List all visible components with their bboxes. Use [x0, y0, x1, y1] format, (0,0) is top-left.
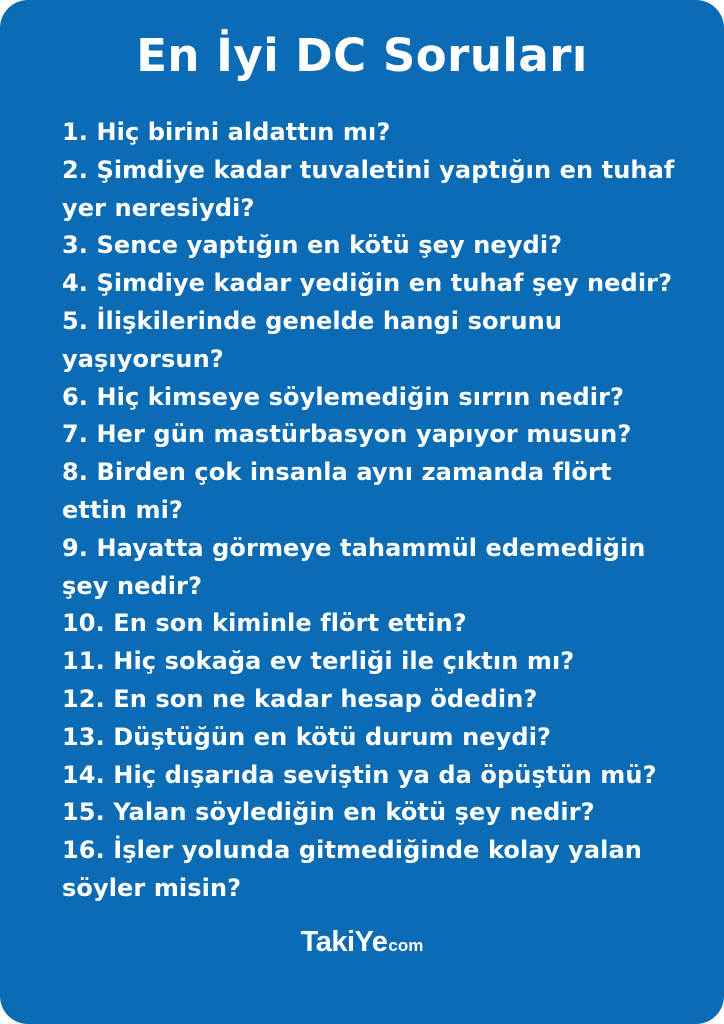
list-item: 5. İlişkilerinde genelde hangi sorunu yaşıyorsun? — [62, 306, 563, 373]
list-item: 8. Birden çok insanla aynı zamanda flört ettin mi? — [62, 458, 612, 524]
list-item: 7. Her gün mastürbasyon yapıyor musun? — [62, 420, 632, 449]
brand-logo-main: TakiYe — [300, 926, 388, 958]
list-item: 3. Sence yaptığın en kötü şey neydi? — [62, 231, 563, 260]
question-list — [0, 114, 724, 908]
page-title: En İyi DC Soruları — [136, 29, 588, 82]
list-item: 12. En son ne kadar hesap ödedin? — [62, 684, 538, 713]
brand-logo-suffix: com — [388, 936, 424, 955]
list-item: 9. Hayatta görmeye tahammül edemediğin şey nedir? — [62, 533, 646, 600]
list-item: 2. Şimdiye kadar tuvaletini yaptığın en tuhaf yer neresiydi? — [62, 155, 675, 222]
brand-logo — [0, 926, 724, 959]
list-item: 6. Hiç kimseye söylemediğin sırrın nedir? — [62, 382, 625, 411]
list-item: 15. Yalan söylediğin en kötü şey nedir? — [62, 798, 595, 827]
list-item: 14. Hiç dışarıda seviştin ya da öpüştün mü? — [62, 760, 657, 789]
list-item: 1. Hiç birini aldattın mı? — [62, 118, 391, 146]
list-item: 10. En son kiminle flört ettin? — [62, 609, 467, 638]
list-item: 11. Hiç sokağa ev terliği ile çıktın mı? — [62, 647, 575, 676]
list-item: 4. Şimdiye kadar yediğin en tuhaf şey nedir? — [62, 269, 673, 298]
list-item: 16. İşler yolunda gitmediğinde kolay yalan söyler misin? — [62, 836, 642, 902]
list-item: 13. Düştüğün en kötü durum neydi? — [62, 722, 552, 751]
